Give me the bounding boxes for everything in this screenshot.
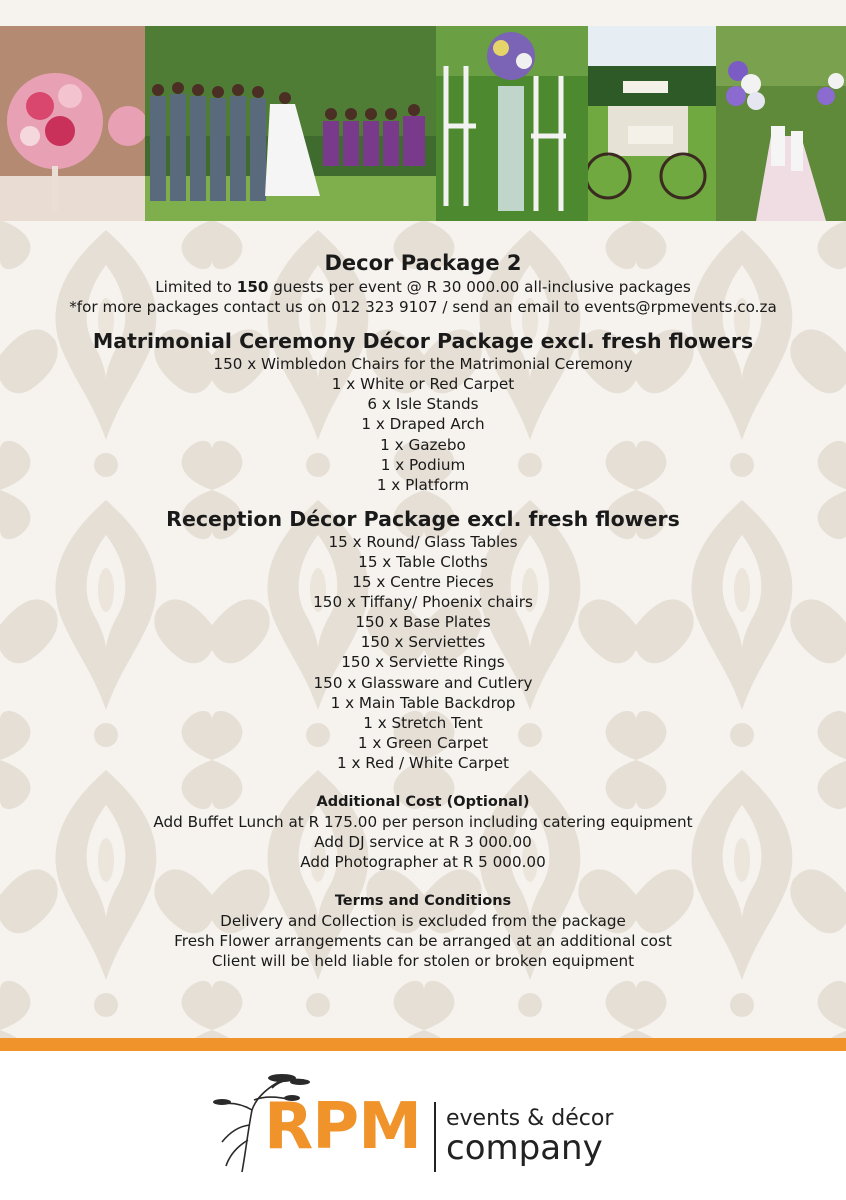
list-item: Delivery and Collection is excluded from the package <box>220 912 626 931</box>
list-item: 1 x Gazebo <box>380 435 466 454</box>
guest-limit-count: 150 <box>236 278 269 296</box>
photo-carriage <box>588 26 716 221</box>
logo-brand: RPM <box>264 1090 421 1164</box>
package-title: Decor Package 2 <box>324 251 522 275</box>
list-item: 1 x Green Carpet <box>357 733 489 752</box>
reception-list <box>0 532 846 773</box>
list-item: 15 x Table Cloths <box>358 552 488 571</box>
photo-strip <box>0 26 846 221</box>
list-item: 150 x Serviettes <box>360 633 486 652</box>
list-item: 15 x Centre Pieces <box>352 573 494 592</box>
photo-aisle-balloons <box>716 26 846 221</box>
list-item: Client will be held liable for stolen or broken equipment <box>211 952 635 971</box>
list-item: 150 x Base Plates <box>355 613 491 632</box>
logo-tagline-bottom: company <box>446 1128 603 1168</box>
photo-ceremony-chairs <box>436 26 588 221</box>
guest-limit-prefix: Limited to <box>155 278 237 296</box>
list-item: Add Photographer at R 5 000.00 <box>300 853 546 872</box>
list-item: 6 x Isle Stands <box>367 395 479 414</box>
list-item: Add Buffet Lunch at R 175.00 per person including catering equipment <box>153 812 693 831</box>
list-item: 1 x Draped Arch <box>361 415 485 434</box>
list-item: 1 x Podium <box>380 455 466 474</box>
terms-heading: Terms and Conditions <box>334 893 512 910</box>
terms-list <box>0 911 846 971</box>
additional-cost-heading: Additional Cost (Optional) <box>316 793 530 810</box>
logo-tagline-top: events & décor <box>446 1106 614 1131</box>
list-item: 150 x Tiffany/ Phoenix chairs <box>313 593 533 612</box>
reception-heading: Reception Décor Package excl. fresh flowers <box>166 506 680 531</box>
photo-flower-centrepiece <box>0 26 145 221</box>
list-item: 150 x Glassware and Cutlery <box>313 673 533 692</box>
list-item: 150 x Serviette Rings <box>341 653 505 672</box>
guest-limit-line <box>0 277 846 297</box>
list-item: Add DJ service at R 3 000.00 <box>314 833 532 852</box>
list-item: 1 x White or Red Carpet <box>331 375 515 394</box>
list-item: 1 x Stretch Tent <box>363 713 483 732</box>
additional-cost-list <box>0 812 846 872</box>
logo-divider <box>434 1102 436 1172</box>
company-logo <box>212 1070 632 1180</box>
ceremony-heading: Matrimonial Ceremony Décor Package excl. fresh flowers <box>92 329 754 354</box>
contact-line: *for more packages contact us on 012 323 9107 / send an email to events@rpmevents.co.za <box>69 298 777 317</box>
guest-limit-suffix: guests per event @ R 30 000.00 all-inclusive packages <box>268 278 691 296</box>
list-item: 1 x Main Table Backdrop <box>330 693 516 712</box>
ceremony-list <box>0 354 846 495</box>
list-item: 1 x Red / White Carpet <box>336 753 510 772</box>
photo-wedding-party <box>145 26 436 221</box>
list-item: Fresh Flower arrangements can be arranged at an additional cost <box>174 932 672 951</box>
list-item: 15 x Round/ Glass Tables <box>328 532 518 551</box>
orange-divider-bar <box>0 1038 846 1051</box>
list-item: 150 x Wimbledon Chairs for the Matrimonial Ceremony <box>213 355 633 374</box>
package-content <box>0 250 846 972</box>
list-item: 1 x Platform <box>376 475 470 494</box>
